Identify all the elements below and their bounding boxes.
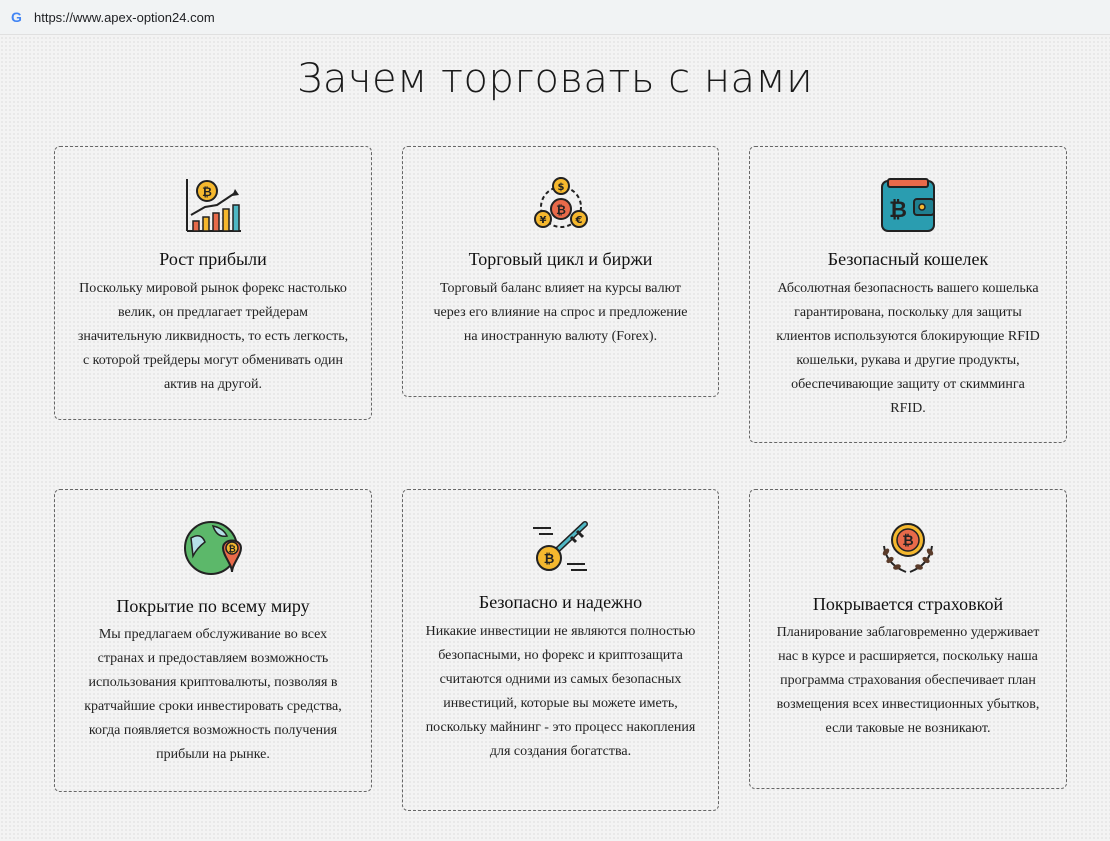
google-icon: G <box>11 9 22 25</box>
globe-pin-icon <box>183 518 243 578</box>
svg-text:₿: ₿ <box>228 545 236 555</box>
svg-text:€: € <box>575 215 582 226</box>
feature-card-trading-cycle <box>402 146 719 397</box>
card-title: Покрытие по всему миру <box>116 596 310 616</box>
card-text: Поскольку мировой рынок форекс настолько велик, он предлагает трейдерам значительную ликвидность, то есть легкость, с которой трейдеры могут обменивать один актив на другой. <box>77 281 349 392</box>
browser-address-bar[interactable] <box>0 0 1110 35</box>
wallet-icon <box>878 175 938 235</box>
card-text: Планирование заблаговременно удерживает нас в курсе и расширяется, поскольку наша программа страхования обеспечивает план возмещения всех инвестиционных убытков, если таковые не возникают. <box>776 625 1040 736</box>
card-title: Покрывается страховкой <box>812 594 1004 614</box>
chart-growth-icon <box>183 175 243 235</box>
feature-card-safe-reliable <box>402 489 719 811</box>
feature-card-safe-wallet <box>749 146 1067 443</box>
card-title: Безопасно и надежно <box>478 592 643 612</box>
svg-text:¥: ¥ <box>539 215 546 226</box>
card-text: Никакие инвестиции не являются полностью безопасными, но форекс и криптозащита считаются одними из самых безопасных инвестиций, которые вы можете иметь, поскольку майнинг - это процесс накопления для создания богатства. <box>425 624 696 759</box>
feature-card-worldwide-coverage <box>54 489 372 792</box>
svg-text:₿: ₿ <box>902 533 914 549</box>
card-text: Торговый баланс влияет на курсы валют через его влияние на спрос и предложение на иностранную валюту (Forex). <box>433 281 688 344</box>
svg-text:₿: ₿ <box>555 203 566 217</box>
svg-text:₿: ₿ <box>889 198 907 223</box>
page-title: Зачем торговать с нами <box>296 56 814 102</box>
key-icon <box>531 518 591 578</box>
feature-card-profit-growth <box>54 146 372 420</box>
card-text: Абсолютная безопасность вашего кошелька гарантирована, поскольку для защиты клиентов используются блокирующие RFID кошельки, рукава и другие продукты, обеспечивающие защиту от скимминга RFID. <box>776 281 1040 416</box>
card-title: Безопасный кошелек <box>827 249 989 269</box>
card-title: Рост прибыли <box>159 249 267 269</box>
svg-text:$: $ <box>557 182 564 193</box>
svg-text:₿: ₿ <box>202 185 212 199</box>
laurel-coin-icon <box>878 518 938 578</box>
card-text: Мы предлагаем обслуживание во всех странах и предоставляем возможность использования криптовалюты, позволяя в кратчайшие сроки инвестировать средства, когда появляется возможность получения прибыли на рынке. <box>84 627 342 762</box>
feature-card-insurance <box>749 489 1067 789</box>
currency-cycle-icon <box>531 175 591 235</box>
card-title: Торговый цикл и биржи <box>468 249 653 269</box>
url-text[interactable]: https://www.apex-option24.com <box>34 9 215 25</box>
svg-text:₿: ₿ <box>543 552 554 567</box>
